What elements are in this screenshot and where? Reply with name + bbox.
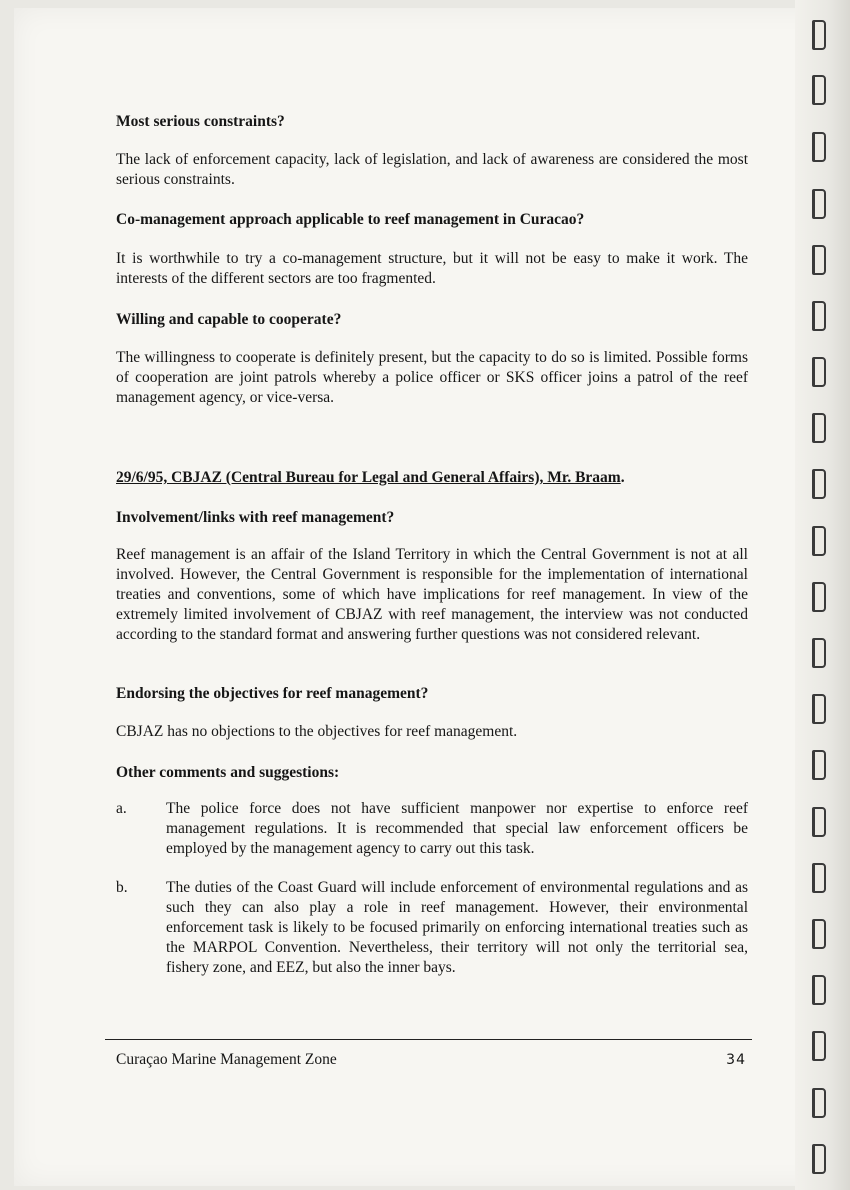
binding-ring xyxy=(812,863,826,893)
binding-ring xyxy=(812,413,826,443)
footer-divider xyxy=(105,1039,752,1040)
binding-ring xyxy=(812,245,826,275)
comments-heading: Other comments and suggestions: xyxy=(116,764,340,781)
interview-title-text: 29/6/95, CBJAZ (Central Bureau for Legal and General Affairs), Mr. Braam xyxy=(116,469,621,486)
binding-ring xyxy=(812,694,826,724)
interview-title xyxy=(116,468,625,488)
comment-item-marker: b. xyxy=(116,879,128,896)
binding-ring xyxy=(812,20,826,50)
comment-item-text: The police force does not have sufficient manpower nor expertise to enforce reef management regulations. It is recommended that special law enforcement officers be employed by the management agency to carry out this task. xyxy=(166,800,748,857)
binding-ring xyxy=(812,1144,826,1174)
binding-ring xyxy=(812,582,826,612)
involvement-heading: Involvement/links with reef management? xyxy=(116,509,395,526)
comment-item-marker: a. xyxy=(116,800,127,817)
comanagement-heading: Co-management approach applicable to reef management in Curacao? xyxy=(116,211,585,228)
binding-ring xyxy=(812,1088,826,1118)
binding-ring xyxy=(812,132,826,162)
constraints-heading: Most serious constraints? xyxy=(116,113,285,130)
comment-item-text: The duties of the Coast Guard will include enforcement of environmental regulations and as such they can also play a role in reef management. However, their environmental enforcement task is likely to be focused primarily on enforcing international treaties such as the MARPOL Convention. Nevertheless, their territory will not only the territorial sea, fishery zone, and EEZ, but also the inner bays. xyxy=(166,879,748,976)
interview-title-period: . xyxy=(620,469,625,486)
endorsing-heading: Endorsing the objectives for reef management? xyxy=(116,685,429,702)
binding-ring xyxy=(812,1031,826,1061)
binding-ring xyxy=(812,750,826,780)
cooperate-text: The willingness to cooperate is definitely present, but the capacity to do so is limited. Possible forms of cooperation are joint patrols whereby a police officer or SKS officer joins a patrol of the reef management agency, or vice-versa. xyxy=(116,349,748,406)
comanagement-text: It is worthwhile to try a co-management structure, but it will not be easy to make it work. The interests of the different sectors are too fragmented. xyxy=(116,250,748,287)
endorsing-text: CBJAZ has no objections to the objectives for reef management. xyxy=(116,723,518,740)
binding-ring xyxy=(812,75,826,105)
binding-ring xyxy=(812,526,826,556)
involvement-text: Reef management is an affair of the Island Territory in which the Central Government is not at all involved. However, the Central Government is responsible for the implementation of international treaties and conventions, some of which have implications for reef management. In view of the extremely limited involvement of CBJAZ with reef management, the interview was not conducted according to the standard format and answering further questions was not considered relevant. xyxy=(116,546,748,643)
cooperate-heading: Willing and capable to cooperate? xyxy=(116,311,342,328)
binding-ring xyxy=(812,975,826,1005)
binding-ring xyxy=(812,469,826,499)
binding-ring xyxy=(812,638,826,668)
binding-ring xyxy=(812,301,826,331)
binding-ring xyxy=(812,357,826,387)
binding-ring xyxy=(812,919,826,949)
binding-ring xyxy=(812,189,826,219)
constraints-text: The lack of enforcement capacity, lack of legislation, and lack of awareness are considered the most serious constraints. xyxy=(116,151,748,188)
binding-ring xyxy=(812,807,826,837)
page-number: 34 xyxy=(726,1052,746,1068)
footer-title: Curaçao Marine Management Zone xyxy=(116,1051,337,1068)
